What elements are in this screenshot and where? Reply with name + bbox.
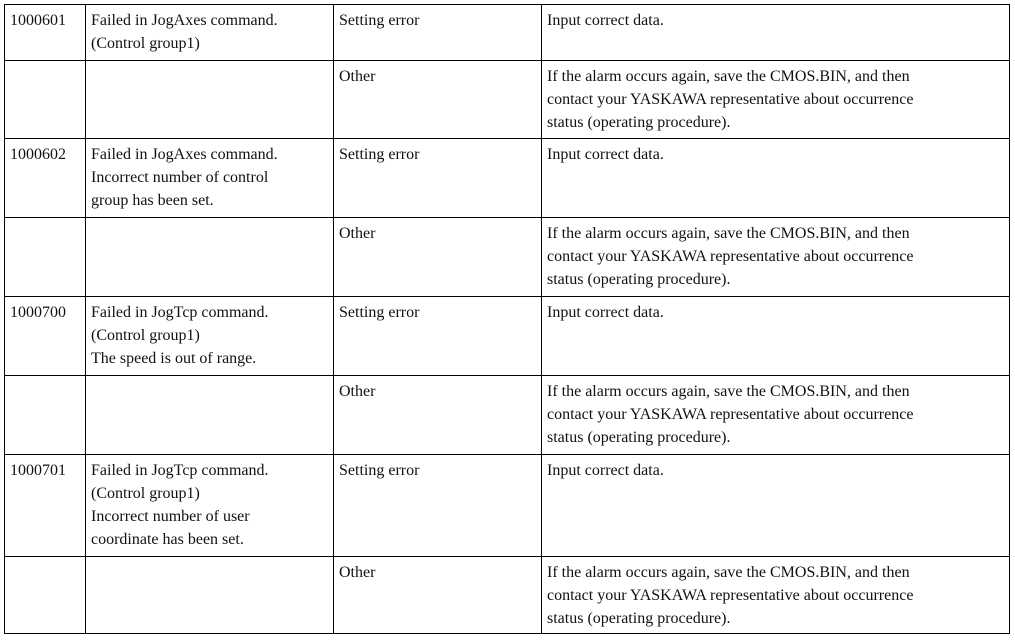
empty-code-cell [5,557,86,634]
alarm-code: 1000700 [5,297,86,376]
empty-description-cell [86,557,334,634]
table-row [5,557,1010,634]
table-row [5,61,1010,139]
remedy-cell: Input correct data. [542,5,1010,61]
empty-code-cell [5,376,86,455]
empty-description-cell [86,376,334,455]
empty-code-cell [5,218,86,297]
alarm-description: Failed in JogTcp command. (Control group1) The speed is out of range. [86,297,334,376]
remedy-cell: Input correct data. [542,139,1010,218]
remedy-cell: If the alarm occurs again, save the CMOS.BIN, and then contact your YASKAWA representative about occurrence status (operating procedure). [542,557,1010,634]
remedy-cell: Input correct data. [542,455,1010,557]
empty-description-cell [86,61,334,139]
remedy-cell: If the alarm occurs again, save the CMOS.BIN, and then contact your YASKAWA representative about occurrence status (operating procedure). [542,218,1010,297]
table-row [5,139,1010,218]
remedy-cell: If the alarm occurs again, save the CMOS.BIN, and then contact your YASKAWA representative about occurrence status (operating procedure). [542,376,1010,455]
alarm-code: 1000602 [5,139,86,218]
table-row [5,376,1010,455]
alarm-description: Failed in JogAxes command. (Control group1) [86,5,334,61]
empty-code-cell [5,61,86,139]
empty-description-cell [86,218,334,297]
cause-cell: Setting error [334,139,542,218]
cause-cell: Setting error [334,5,542,61]
table-row [5,297,1010,376]
cause-cell: Setting error [334,297,542,376]
cause-cell: Other [334,61,542,139]
alarm-code: 1000701 [5,455,86,557]
cause-cell: Other [334,557,542,634]
remedy-cell: Input correct data. [542,297,1010,376]
table-row [5,218,1010,297]
alarm-table [4,4,1010,634]
cause-cell: Other [334,218,542,297]
alarm-description: Failed in JogAxes command. Incorrect number of control group has been set. [86,139,334,218]
table-row [5,455,1010,557]
remedy-cell: If the alarm occurs again, save the CMOS.BIN, and then contact your YASKAWA representative about occurrence status (operating procedure). [542,61,1010,139]
table-row [5,5,1010,61]
alarm-description: Failed in JogTcp command. (Control group1) Incorrect number of user coordinate has been set. [86,455,334,557]
cause-cell: Setting error [334,455,542,557]
alarm-code: 1000601 [5,5,86,61]
cause-cell: Other [334,376,542,455]
